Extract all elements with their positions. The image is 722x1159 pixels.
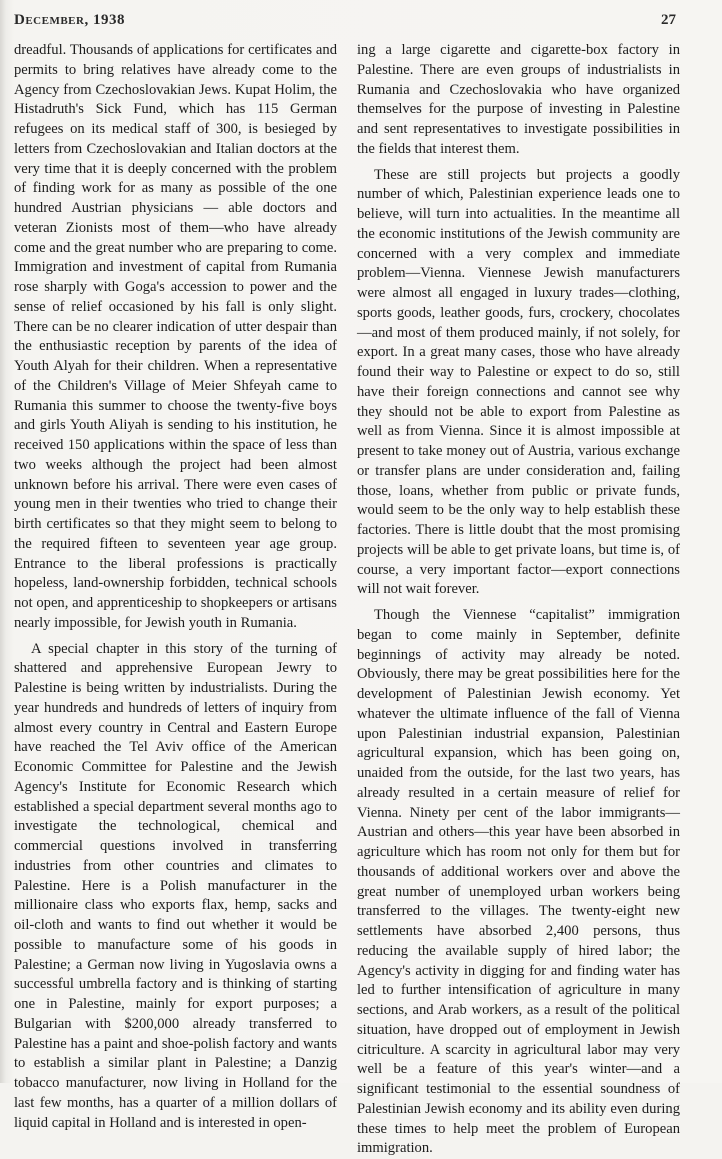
running-head: December, 1938: [14, 12, 125, 28]
paragraph: A special chapter in this story of the turning of shattered and apprehensive European Jewry to Palestine is being written by industrialists. During the year hundreds and hundreds of letters of inquiry from almost every country in Central and Eastern Europe have reached the Tel Aviv office of the American Economic Committee for Palestine and the Jewish Agency's Institute for Economic Research which established a special department several months ago to investigate the technological, chemical and commercial questions involved in transferring industries from other countries and climates to Palestine. Here is a Polish manufacturer in the millionaire class who exports flax, hemp, sacks and oil-cloth and wants to find out whether it would be possible to manufacture some of his goods in Palestine; a German now living in Yugoslavia owns a successful umbrella factory and is thinking of starting one in Palestine, mainly for export purposes; a Bulgarian with $200,000 already transferred to Palestine has a paint and shoe-polish factory and wants to establish a similar plant in Palestine; a Danzig tobacco manufacturer, now living in Holland for the last few months, has a quarter of a million dollars of liquid capital in Holland and is interested in open-: [14, 640, 337, 1131]
left-column: [14, 41, 337, 1159]
paragraph: ing a large cigarette and cigarette-box factory in Palestine. There are even groups of industrialists in Rumania and Czechoslovakia who have organized themselves for the purpose of investing in Palestine and sent representatives to investigate possibilities in the fields that interest them.: [357, 42, 680, 157]
text-columns: [14, 41, 680, 1159]
paragraph: These are still projects but projects a goodly number of which, Palestinian experience leads one to believe, will turn into actualities. In the meantime all the economic institutions of the Jewish community are concerned with a very complex and immediate problem—Vienna. Viennese Jewish manufacturers were almost all engaged in luxury trades—clothing, sports goods, leather goods, furs, crockery, chocolates—and most of them produced mainly, if not solely, for export. In a great many cases, those who have already found their way to Palestine or expect to do so, still have their foreign connections and cannot see why they should not be able to export from Palestine as well as from Vienna. Since it is almost impossible at present to take money out of Austria, various exchange or transfer plans are under consideration and, failing those, loans, whether from public or private funds, would seem to be the only way to help establish these factories. There is little doubt that the most promising projects will be able to get private loans, but time is, of course, a very important factor—export connections will not wait forever.: [357, 166, 680, 598]
paragraph: Though the Viennese “capitalist” immigration began to come mainly in September, definite beginnings of activity may already be noted. Obviously, there may be great possibilities here for the development of Palestinian Jewish economy. Yet whatever the ultimate influence of the fall of Vienna upon Palestinian industrial expansion, Palestinian agricultural expansion, which has been going on, unaided from the outside, for the last two years, has already resulted in a certain measure of relief for Vienna. Ninety per cent of the labor immigrants—Austrian and others—this year have been absorbed in agriculture which has room not only for them but for thousands of additional workers over and above the great number of unemployed urban workers being transferred to the villages. The twenty-eight new settlements have absorbed 2,400 persons, thus reducing the available supply of hired labor; the Agency's activity in digging for and finding water has led to further intensification of agriculture in many sections, and Arab workers, as a result of the political situation, have dropped out of employment in Jewish citriculture. A scarcity in agricultural labor may very well be a feature of this year's winter—and a significant testimonial to the essential soundness of Palestinian Jewish economy and its ability even during these times to help meet the problem of European immigration.: [357, 607, 680, 1157]
paragraph: dreadful. Thousands of applications for certificates and permits to bring relatives have already come to the Agency from Czechoslovakian Jews. Kupat Holim, the Histadruth's Sick Fund, which has 115 German refugees on its medical staff of 300, is besieged by letters from Czechoslovakian and Italian doctors at the very time that it is deeply concerned with the problem of finding work for as many as possible of the one hundred Austrian physicians — able doctors and veteran Zionists most of them—who have already come and the great number who are preparing to come. Immigration and investment of capital from Rumania rose sharply with Goga's accession to power and the sense of relief occasioned by his fall is only slight. There can be no clearer indication of utter despair than the enthusiastic reception by parents of the idea of Youth Alyah for their children. When a representative of the Children's Village of Meier Shfeyah came to Rumania this summer to choose the twenty-five boys and girls Youth Aliyah is sending to his institution, he received 150 applications within the space of less than two weeks although the project had been almost unknown before his arrival. There were even cases of young men in their twenties who tried to change their birth certificates so that they might seem to belong to the required fifteen to seventeen year age group. Entrance to the liberal professions is practically hopeless, land-ownership forbidden, technical schools not open, and apprenticeship to shopkeepers or artisans nearly impossible, for Jewish youth in Rumania.: [14, 42, 337, 631]
page-header: [14, 12, 676, 36]
right-column: [357, 41, 680, 1159]
page-number: 27: [661, 12, 676, 28]
